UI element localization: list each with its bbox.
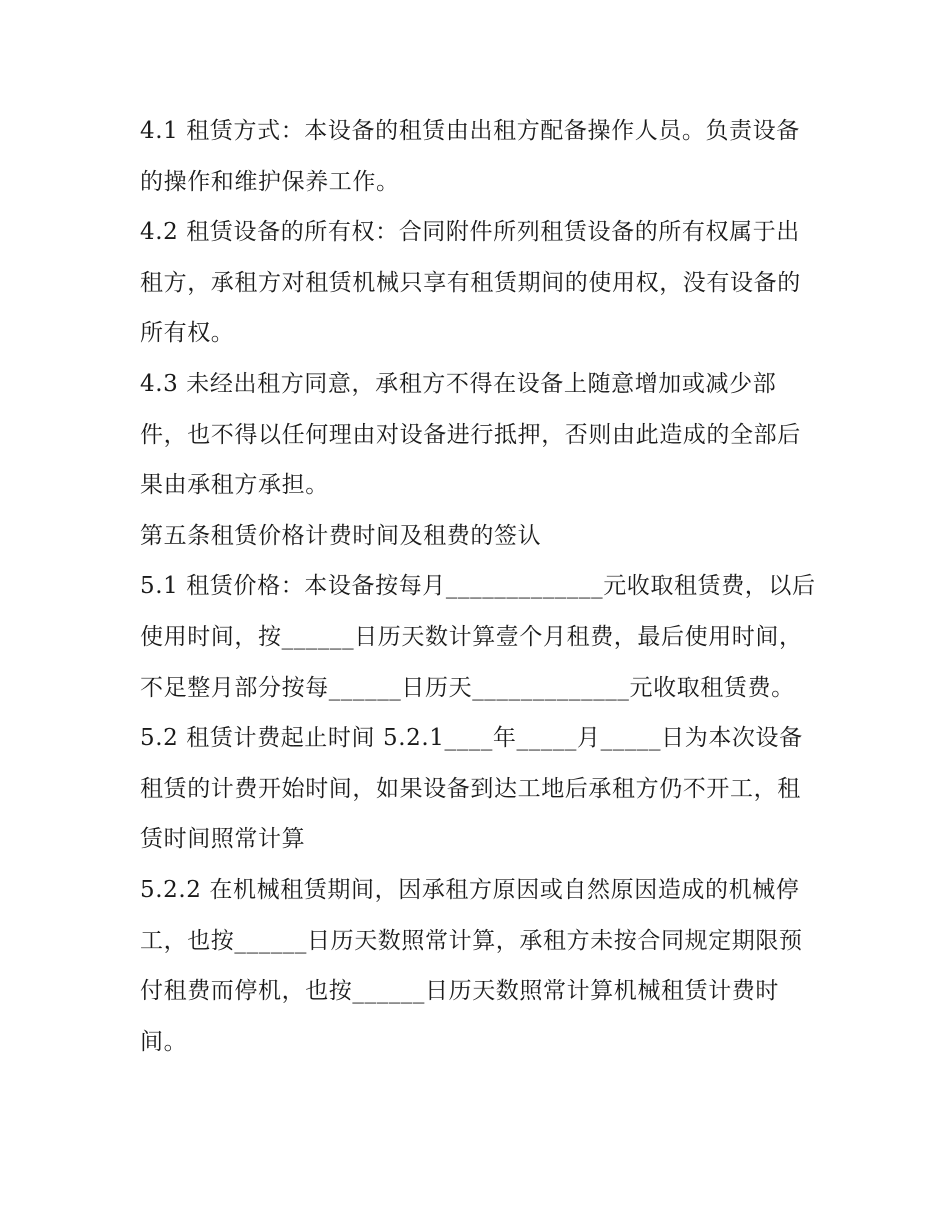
clause-4-1: 4.1 租赁方式：本设备的租赁由出租方配备操作人员。负责设备的操作和维护保养工作。	[140, 118, 800, 195]
document-body	[140, 106, 816, 1067]
clause-4-3: 4.3 未经出租方同意，承租方不得在设备上随意增加或减少部件，也不得以任何理由对设备进行抵押，否则由此造成的全部后果由承租方承担。	[140, 370, 801, 499]
clause-5-2: 5.2 租赁计费起止时间 5.2.1____年_____月_____日为本次设备租赁的计费开始时间，如果设备到达工地后承租方仍不开工，租赁时间照常计算	[140, 725, 803, 853]
section-5-heading: 第五条租赁价格计费时间及租费的签认	[140, 522, 542, 549]
clause-5-2-2: 5.2.2 在机械租赁期间，因承租方原因或自然原因造成的机械停工，也按______日历天数照常计算，承租方未按合同规定期限预付租费而停机，也按______日历天数照常计算机械租赁计费时间。	[140, 876, 803, 1055]
clause-5-1: 5.1 租赁价格：本设备按每月_____________元收取租赁费，以后使用时间，按______日历天数计算壹个月租费，最后使用时间，不足整月部分按每______日历天_____________元收取租赁费。	[140, 573, 816, 701]
clause-4-2: 4.2 租赁设备的所有权：合同附件所列租赁设备的所有权属于出租方，承租方对租赁机械只享有租赁期间的使用权，没有设备的所有权。	[140, 219, 801, 347]
